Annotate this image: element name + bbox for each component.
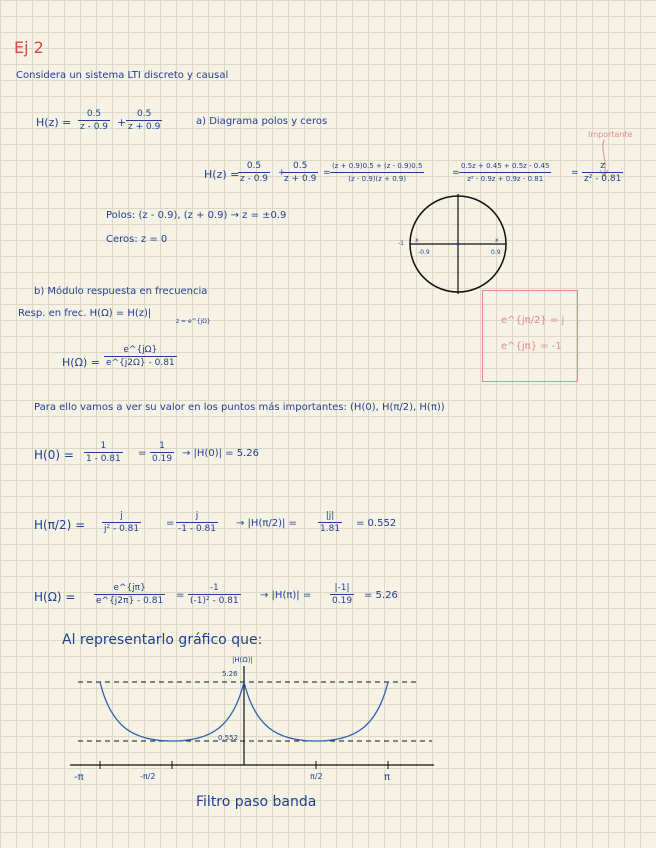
hpi2-result-post: = 0.552	[356, 518, 397, 529]
graph-top-label: 5.26	[222, 670, 238, 678]
h0-frac1: $\frac{1}{1 - 0.81}$	[86, 441, 121, 464]
h-expanded-lhs: H(z) =	[204, 168, 240, 181]
circle-label-left-outer: -1	[398, 240, 404, 247]
para-text: Para ello vamos a ver su valor en los puntos más importantes: (H(0), H(π/2), H(π))	[34, 402, 445, 413]
h-omega-frac: $\frac{e\^{}\{j\Omega\}}{e\^{}\{j2\Omega\} - 0.81}$	[106, 345, 175, 368]
hpi2-result-pre: → |H(π/2)| =	[236, 518, 297, 529]
hpi2-frac2: $\frac{j}{-1 - 0.81}$	[178, 511, 216, 534]
hpi-result-frac: $\frac{|-1|}{0.19}$	[332, 583, 353, 606]
hpi-result-post: = 5.26	[364, 590, 398, 601]
h-expanded-t2: $\frac{0.5}{z + 0.9}$	[284, 161, 317, 184]
xtick-pi2: π/2	[310, 772, 323, 781]
h0-lhs: H(0) =	[34, 448, 74, 462]
hpi2-lhs: H(π/2) =	[34, 518, 86, 532]
identity-box	[482, 290, 578, 382]
polos-text: Polos: (z - 0.9), (z + 0.9) → z = ±0.9	[106, 210, 287, 221]
part-b-title: b) Módulo respuesta en frecuencia	[34, 286, 208, 297]
graph-ylabel: |H(Ω)|	[232, 656, 253, 664]
circle-label-left-inner: -0.9	[418, 249, 430, 256]
resp-sub: z = e^{jΩ}	[176, 318, 211, 325]
h-expanded-t4: $\frac{0.5z + 0.45 + 0.5z - 0.45}{\text{z² - 0.9z + 0.9z - 0.81}}$	[461, 162, 550, 183]
identity-line2: e^{jπ} = -1	[501, 341, 562, 352]
h-eq-lhs: H(z) =	[36, 116, 72, 129]
conclusion-text: Al representarlo gráfico que:	[62, 632, 263, 648]
h0-result: → |H(0)| = 5.26	[182, 448, 259, 459]
annotation-note: Importante	[588, 130, 633, 139]
identity-line1: e^{jπ/2} = j	[501, 315, 565, 326]
xtick-minus-pi: -π	[74, 772, 84, 783]
h-omega-lhs: H(Ω) =	[62, 356, 100, 369]
part-a-title: a) Diagrama polos y ceros	[196, 116, 328, 127]
xtick-minus-pi2: -π/2	[140, 772, 156, 781]
hpi2-frac1: $\frac{j}{\text{j² - 0.81}}$	[104, 511, 140, 534]
h0-frac2: $\frac{1}{0.19}$	[152, 441, 173, 464]
graph-low-label: 0.552	[218, 734, 239, 742]
pole-right-marker: x	[495, 237, 499, 244]
magnitude-curve	[100, 682, 388, 741]
h-expanded-t5: $\frac{z}{\text{z² - 0.81}}$	[584, 161, 622, 184]
pole-left-marker: x	[415, 237, 419, 244]
h-expanded-t3: $\frac{(z + 0.9)0.5 + (z - 0.9)0.5}{(z - 0.9)(z + 0.9)}$	[332, 162, 423, 183]
resp-line: Resp. en frec. H(Ω) = H(z)|	[18, 308, 152, 319]
ceros-text: Ceros: z = 0	[106, 234, 168, 245]
hpi-result-pre: → |H(π)| =	[260, 590, 312, 601]
filter-caption: Filtro paso banda	[196, 794, 317, 810]
h-expanded-t1: $\frac{0.5}{z - 0.9}$	[240, 161, 269, 184]
h-eq-term1: $\frac{0.5}{z - 0.9}$	[80, 109, 109, 132]
xtick-pi: π	[384, 772, 391, 783]
hpi-lhs: H(Ω) =	[34, 590, 76, 604]
hpi-frac1: $\frac{e\^{}\{j\pi\}}{e\^{}\{j2\pi\} - 0.81}$	[96, 583, 164, 606]
circle-label-right-inner: 0.9	[491, 249, 501, 256]
hpi2-result-frac: $\frac{|j|}{1.81}$	[320, 511, 341, 534]
exercise-heading: Ej 2	[14, 38, 44, 57]
hpi-frac2: $\frac{-1}{\text{(-1)² - 0.81}}$	[190, 583, 239, 606]
h-eq-plus: +	[117, 116, 127, 129]
intro-text: Considera un sistema LTI discreto y causal	[16, 70, 229, 81]
h-eq-term2: $\frac{0.5}{z + 0.9}$	[128, 109, 161, 132]
zero-marker	[457, 243, 460, 246]
